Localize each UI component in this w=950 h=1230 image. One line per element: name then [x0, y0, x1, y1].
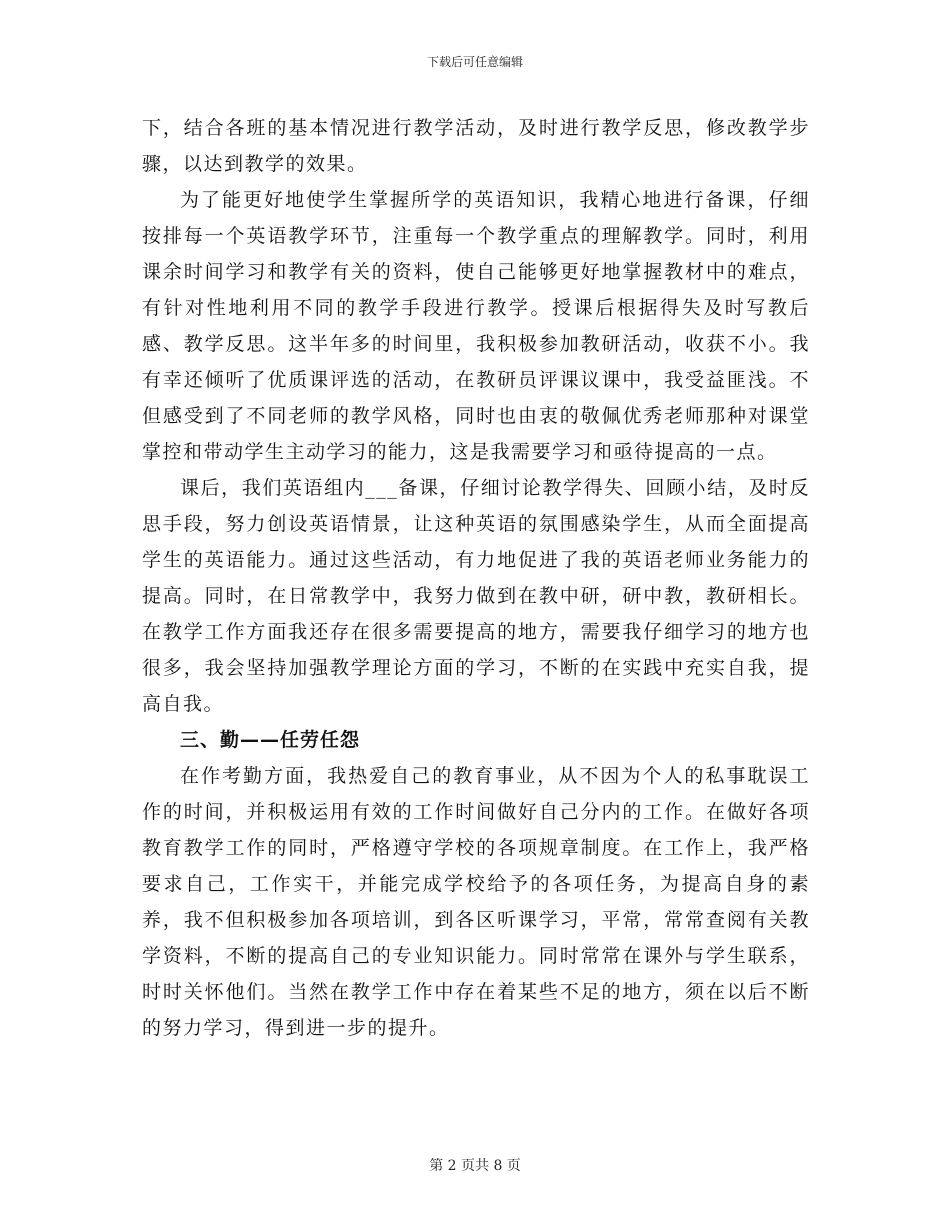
page-footer: 第 2 页共 8 页 — [429, 1158, 521, 1174]
paragraph-lesson-preparation: 为了能更好地使学生掌握所学的英语知识，我精心地进行备课，仔细按排每一个英语教学环节，注重每一个教学重点的理解教学。同时，利用课余时间学习和教学有关的资料，使自己能够更好地掌握教材中的难点，有针对性地利用不同的教学手段进行教学。授课后根据得失及时写教后感、教学反思。这半年多的时间里，我积极参加教研活动，收获不小。我有幸还倾听了优质课评选的活动，在教研员评课议课中，我受益匪浅。不但感受到了不同老师的教学风格，同时也由衷的敬佩优秀老师那种对课堂掌控和带动学生主动学习的能力，这是我需要学习和亟待提高的一点。 — [142, 189, 810, 463]
section-heading: 三、勤——任劳任怨 — [180, 729, 361, 751]
paragraph-continued: 下，结合各班的基本情况进行教学活动，及时进行教学反思，修改教学步骤，以达到教学的效果。 — [142, 117, 810, 175]
paragraph-attendance: 在作考勤方面，我热爱自己的教育事业，从不因为个人的私事耽误工作的时间，并积极运用有效的工作时间做好自己分内的工作。在做好各项教育教学工作的同时，严格遵守学校的各项规章制度。在工作上，我严格要求自己，工作实干，并能完成学校给予的各项任务，为提高自身的素养，我不但积极参加各项培训，到各区听课学习，平常，常常查阅有关教学资料，不断的提高自己的专业知识能力。同时常常在课外与学生联系，时时关怀他们。当然在教学工作中存在着某些不足的地方，须在以后不断的努力学习，得到进一步的提升。 — [142, 765, 810, 1039]
paragraph-after-class: 课后，我们英语组内___备课，仔细讨论教学得失、回顾小结，及时反思手段，努力创设英语情景，让这种英语的氛围感染学生，从而全面提高学生的英语能力。通过这些活动，有力地促进了我的英语老师业务能力的提高。同时，在日常教学中，我努力做到在教中研，研中教，教研相长。在教学工作方面我还存在很多需要提高的地方，需要我仔细学习的地方也很多，我会坚持加强教学理论方面的学习，不断的在实践中充实自我，提高自我。 — [142, 477, 810, 715]
page-header: 下载后可任意编辑 — [426, 55, 523, 69]
document-body — [142, 110, 810, 1046]
